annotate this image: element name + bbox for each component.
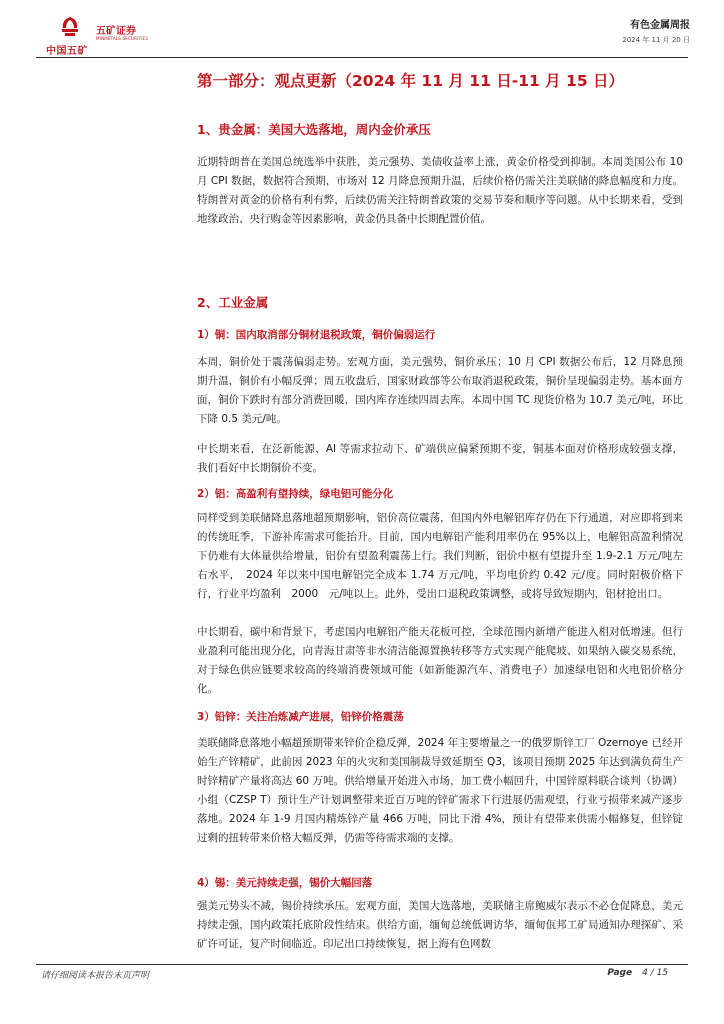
minmetals-logo-icon bbox=[60, 16, 80, 38]
section-precious-metals-text: 近期特朗普在美国总统选举中获胜，美元强势、美债收益率上涨，黄金价格受到抑制。本周美国公布 10 月 CPI 数据，数据符合预期，市场对 12 月降息预期升温，后续价格仍需关注美联储的降息幅度和力度。特朗普对黄金的价格有利有弊，后续仍需关注特朗普政策的交易节奏和顺序等问题。从中长期来看，受到地缘政治、央行购金等因素影响，黄金仍具备中长期配置价值。 bbox=[197, 156, 683, 225]
aluminum-text-1: 同样受到美联储降息落地超预期影响，铝价高位震荡，但国内外电解铝库存仍在下行通道，对应即将到来的传统旺季，下游补库需求可能抬升。目前，国内电解铝产能利用率仍在 95%以上，电解铝高盈利情况下仍难有大体量供给增量，铝价有望盈利震荡上行。我们判断，铝价中枢有望提升至 1.9-2.1 万元/吨左右水平， 2024 年以来中国电解铝完全成本 1.74 万元/吨，平均电价约 0.42 元/度。同时阳极价格下行，行业平均盈利 2000 元/吨以上。此外，受出口退税政策调整，或将导致短期内，铝材抢出口。 bbox=[197, 512, 683, 600]
company-logo-text: 中国五矿 bbox=[46, 46, 88, 57]
securities-logo-en: MINMETALS SECURITIES bbox=[96, 36, 148, 41]
header-divider bbox=[36, 57, 688, 58]
report-type: 有色金属周报 bbox=[630, 20, 690, 31]
copper-subtitle: 1）铜：国内取消部分铜材退税政策，铜价偏弱运行 bbox=[197, 329, 436, 341]
page-count: 4 / 15 bbox=[642, 968, 668, 978]
page-label: Page bbox=[607, 968, 633, 978]
aluminum-subtitle: 2）铝：高盈利有望持续，绿电铝可能分化 bbox=[197, 488, 394, 500]
section-precious-metals-title: 1、贵金属：美国大选落地，周内金价承压 bbox=[197, 122, 431, 137]
page-header bbox=[0, 0, 724, 60]
lead-zinc-subtitle: 3）铅锌：关注冶炼减产进展，铅锌价格震荡 bbox=[197, 711, 404, 723]
securities-logo-text: 五矿证券 bbox=[96, 26, 136, 37]
tin-subtitle: 4）锡：美元持续走强，锡价大幅回落 bbox=[197, 877, 373, 889]
tin-text: 强美元势头不减，锡价持续承压。宏观方面，美国大选落地，美联储主席鲍威尔表示不必仓促降息，美元持续走强，国内政策托底阶段性结束。供给方面，缅甸总统低调访华，缅甸佤邦工矿局通知办理探矿、采矿许可证，复产时间临近。印尼出口持续恢复，据上海有色网数 bbox=[197, 900, 683, 950]
footer-disclaimer: 请仔细阅读本报告末页声明 bbox=[41, 971, 150, 981]
page-number bbox=[607, 968, 668, 978]
footer-divider bbox=[36, 964, 688, 965]
lead-zinc-text: 美联储降息落地小幅超预期带来锌价企稳反弹，2024 年主要增量之一的俄罗斯锌工厂 Ozernoye 已经开始生产锌精矿，此前因 2023 年的火灾和美国制裁导致延期至 Q3，该项目预期 2025 年达到满负荷生产时锌精矿产量将高达 60 万吨。供给增量开始进入市场，加工费小幅回升，中国锌原料联合谈判（协调）小组（CZSP T）预计生产计划调整带来近百万吨的锌矿需求下行进展仍需观望，行业亏损带来减产逐步落地。2024 年 1-9 月国内精炼锌产量 466 万吨，同比下滑 4%，预计有望带来供需小幅修复，但锌锭过剩的扭转带来价格大幅反弹，仍需等待需求端的支撑。 bbox=[197, 737, 683, 844]
copper-text-2: 中长期来看，在泛新能源、AI 等需求拉动下、矿端供应偏紧预期不变，铜基本面对价格形成较强支撑，我们看好中长期铜价不变。 bbox=[197, 443, 683, 474]
part-title: 第一部分：观点更新（2024 年 11 月 11 日-11 月 15 日） bbox=[197, 72, 625, 90]
report-date: 2024 年 11 月 20 日 bbox=[622, 36, 690, 44]
section-industrial-metals-title: 2、工业金属 bbox=[197, 295, 269, 310]
aluminum-text-2: 中长期看，碳中和背景下，考虑国内电解铝产能天花板可控，全球范围内新增产能进入相对低增速。但行业盈利可能出现分化，向青海甘肃等非水清洁能源置换转移等方式实现产能爬坡、如果纳入碳交易系统，对于绿色供应链要求较高的终端消费领域可能（如新能源汽车、消费电子）加速绿电铝和火电铝价格分化。 bbox=[197, 626, 683, 695]
copper-text-1: 本周，铜价处于震荡偏弱走势。宏观方面，美元强势，铜价承压；10 月 CPI 数据公布后，12 月降息预期升温，铜价有小幅反弹；周五收盘后，国家财政部等公布取消退税政策，铜价呈现偏弱走势。基本面方面，铜价下跌时有部分消费回暖，国内库存连续四周去库。本周中国 TC 现货价格为 10.7 美元/吨，环比下降 0.5 美元/吨。 bbox=[197, 356, 683, 425]
